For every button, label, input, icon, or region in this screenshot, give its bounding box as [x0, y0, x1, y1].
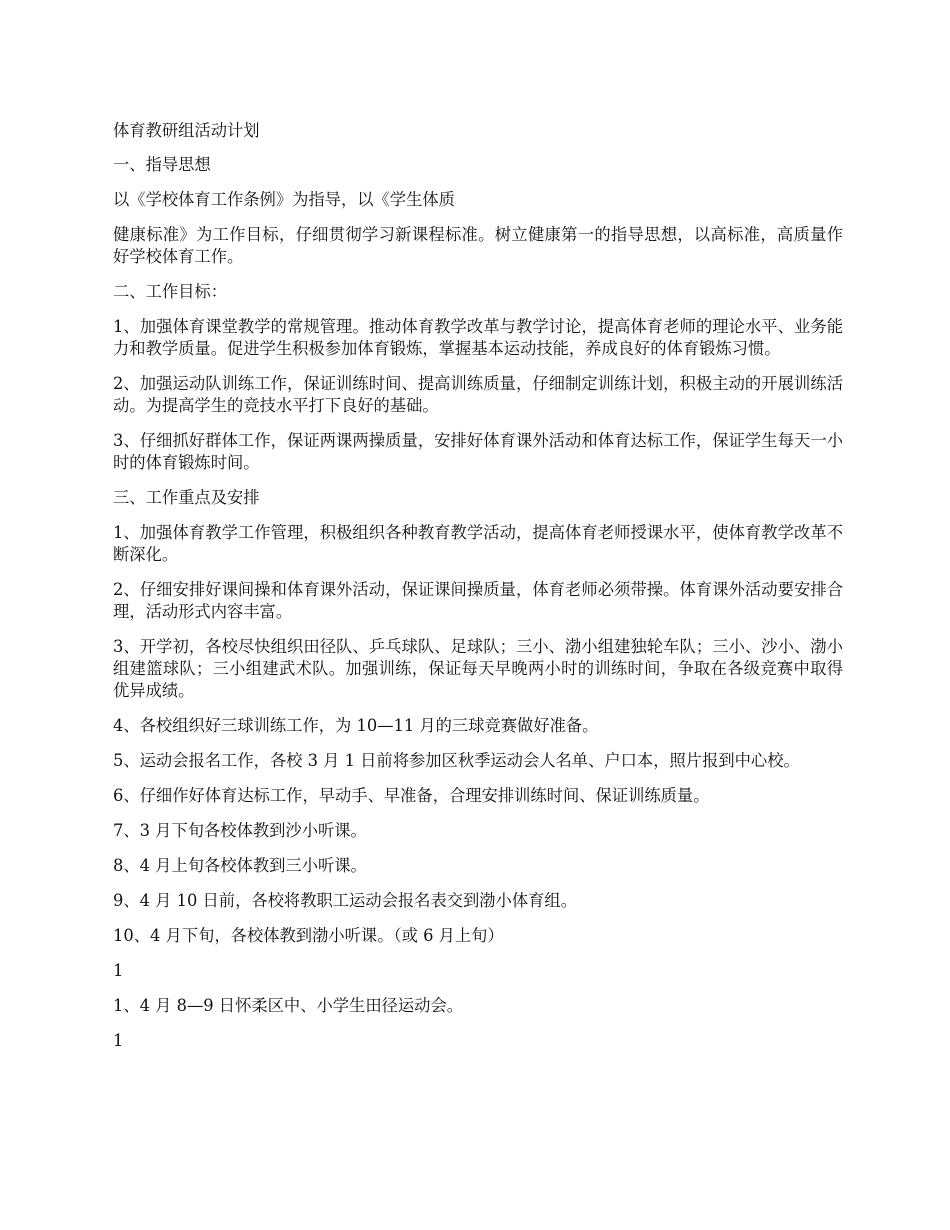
list-item: 5、运动会报名工作，各校 3 月 1 日前将参加区秋季运动会人名单、户口本，照片报到中心校。: [113, 751, 800, 770]
list-item: 9、4 月 10 日前，各校将教职工运动会报名表交到渤小体育组。: [113, 891, 577, 910]
document-body: [113, 120, 843, 1065]
list-item: 3、仔细抓好群体工作，保证两课两操质量，安排好体育课外活动和体育达标工作，保证学生每天一小时的体育锻炼时间。: [113, 431, 843, 472]
paragraph: 健康标准》为工作目标，仔细贯彻学习新课程标准。树立健康第一的指导思想，以高标准，高质量作好学校体育工作。: [113, 225, 843, 266]
list-item: 7、3 月下旬各校体教到沙小听课。: [113, 821, 367, 840]
list-item: 1、4 月 8—9 日怀柔区中、小学生田径运动会。: [113, 996, 464, 1015]
paragraph: 以《学校体育工作条例》为指导，以《学生体质: [113, 190, 455, 209]
list-item: 4、各校组织好三球训练工作，为 10—11 月的三球竞赛做好准备。: [113, 716, 599, 735]
list-item: 10、4 月下旬，各校体教到渤小听课。（或 6 月上旬）: [113, 926, 504, 945]
list-item: 3、开学初，各校尽快组织田径队、乒乓球队、足球队；三小、渤小组建独轮车队；三小、沙小、渤小组建篮球队；三小组建武术队。加强训练，保证每天早晚两小时的训练时间，争取在各级竞赛中取得优异成绩。: [113, 637, 843, 700]
page-number: 1: [113, 1031, 124, 1050]
list-item: 2、仔细安排好课间操和体育课外活动，保证课间操质量，体育老师必须带操。体育课外活动要安排合理，活动形式内容丰富。: [113, 580, 843, 621]
document-title: 体育教研组活动计划: [113, 121, 260, 140]
section-heading-work-goals: 二、工作目标：: [113, 282, 227, 301]
list-item: 2、加强运动队训练工作，保证训练时间、提高训练质量，仔细制定训练计划，积极主动的开展训练活动。为提高学生的竞技水平打下良好的基础。: [113, 374, 843, 415]
section-heading-guiding-thought: 一、指导思想: [113, 155, 211, 174]
list-item: 1、加强体育教学工作管理，积极组织各种教育教学活动，提高体育老师授课水平，使体育教学改革不断深化。: [113, 523, 843, 564]
page-number: 1: [113, 961, 124, 980]
list-item: 8、4 月上旬各校体教到三小听课。: [113, 856, 367, 875]
list-item: 6、仔细作好体育达标工作，早动手、早准备，合理安排训练时间、保证训练质量。: [113, 786, 710, 805]
section-heading-key-tasks: 三、工作重点及安排: [113, 488, 260, 507]
list-item: 1、加强体育课堂教学的常规管理。推动体育教学改革与教学讨论，提高体育老师的理论水平、业务能力和教学质量。促进学生积极参加体育锻炼，掌握基本运动技能，养成良好的体育锻炼习惯。: [113, 317, 843, 358]
